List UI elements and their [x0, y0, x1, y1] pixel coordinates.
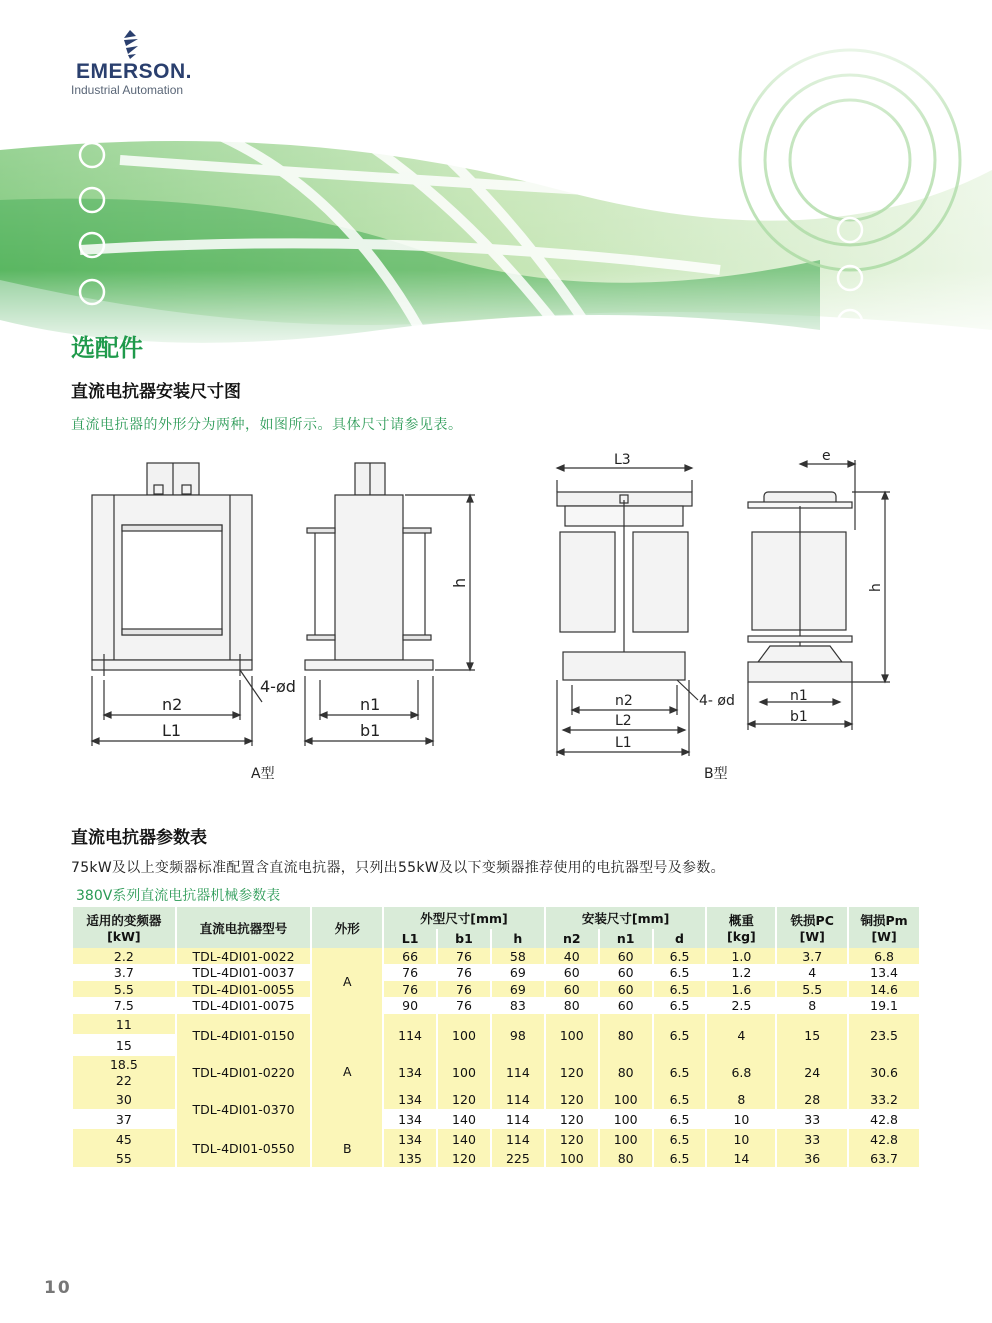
hdr-L1: L1	[383, 929, 437, 948]
table-caption: 380V系列直流电抗器机械参数表	[76, 888, 281, 904]
hdr-weight: 概重 [kg]	[706, 907, 776, 948]
hdr-iron-loss: 铁损PC [W]	[776, 907, 848, 948]
type-a-side-view	[305, 463, 475, 746]
table-row: 45 TDL-4DI01-0550 B 134 140 114 120 100 6.5 10 33 42.8	[72, 1129, 920, 1149]
section-title: 选配件	[71, 334, 143, 362]
table-row: 11 TDL-4DI01-0150 A 114 100 98 100 80 6.5 4 15 23.5	[72, 1014, 920, 1034]
header-banner	[0, 0, 992, 360]
shape-cell: B	[311, 1129, 383, 1167]
dim-n2-a: n2	[162, 695, 183, 714]
hole-label-b: 4- ød	[699, 693, 735, 709]
hdr-shape: 外形	[311, 907, 383, 948]
shape-cell: A	[311, 1014, 383, 1129]
dim-L2-b: L2	[615, 713, 632, 729]
dim-n1-a: n1	[360, 695, 381, 714]
dim-L1-b: L1	[615, 735, 632, 751]
dim-b1-a: b1	[360, 721, 381, 740]
hdr-b1: b1	[437, 929, 491, 948]
dim-e-b: e	[822, 448, 831, 464]
table-row: 30 TDL-4DI01-0370 134 120 114 120 100 6.5 8 28 33.2	[72, 1089, 920, 1109]
table-row: 55 135 120 225 100 80 6.5 14 36 63.7	[72, 1149, 920, 1167]
dim-b1-b: b1	[790, 709, 808, 725]
hole-label-a: 4-ød	[260, 677, 296, 696]
hdr-n1: n1	[599, 929, 653, 948]
table-row: 18.5 TDL-4DI01-0220 134 100 114 120 80 6.5 6.8 24 30.6	[72, 1056, 920, 1072]
dim-n2-b: n2	[615, 693, 633, 709]
dim-h-b: h	[868, 583, 884, 592]
hdr-h: h	[491, 929, 545, 948]
page-number: 10	[44, 1278, 72, 1298]
type-b-side-view	[748, 460, 890, 730]
dimension-drawings	[0, 440, 992, 800]
hdr-n2: n2	[545, 929, 599, 948]
hdr-copper-loss: 铜损Pm [W]	[848, 907, 920, 948]
hdr-mount-dims: 安装尺寸[mm]	[545, 907, 707, 929]
table-row: 15	[72, 1034, 920, 1056]
table-note: 75kW及以上变频器标准配置含直流电抗器，只列出55kW及以下变频器推荐使用的电抗器型号及参数。	[71, 860, 725, 876]
table-row: 5.5 TDL-4DI01-0055 76 76 69 60 60 6.5 1.6 5.5 14.6	[72, 981, 920, 997]
dim-L1-a: L1	[162, 721, 182, 740]
hdr-model: 直流电抗器型号	[176, 907, 312, 948]
brand-name: EMERSON.	[76, 60, 193, 83]
type-a-label: A型	[251, 766, 275, 782]
brand-subtitle: Industrial Automation	[71, 83, 184, 97]
dim-h-a: h	[450, 577, 469, 588]
emerson-logo-icon	[118, 28, 142, 60]
hdr-d: d	[653, 929, 707, 948]
dim-L3-b: L3	[614, 452, 631, 468]
table-row: 37 134 140 114 120 100 6.5 10 33 42.8	[72, 1109, 920, 1129]
intro-text: 直流电抗器的外形分为两种，如图所示。具体尺寸请参见表。	[71, 417, 463, 433]
table-row: 7.5 TDL-4DI01-0075 90 76 83 80 60 6.5 2.5 8 19.1	[72, 997, 920, 1014]
type-b-label: B型	[704, 766, 728, 782]
diagram-heading: 直流电抗器安装尺寸图	[71, 382, 241, 402]
dim-n1-b: n1	[790, 688, 808, 704]
table-heading: 直流电抗器参数表	[71, 828, 207, 848]
parameter-table	[71, 907, 921, 1167]
hdr-outer-dims: 外型尺寸[mm]	[383, 907, 545, 929]
table-row: 22	[72, 1072, 920, 1089]
table-row: 3.7 TDL-4DI01-0037 76 76 69 60 60 6.5 1.2 4 13.4	[72, 964, 920, 981]
shape-cell: A	[311, 948, 383, 1014]
table-row: 2.2 TDL-4DI01-0022 A 66 76 58 40 60 6.5 1.0 3.7 6.8	[72, 948, 920, 964]
hdr-inverter: 适用的变频器 [kW]	[72, 907, 176, 948]
